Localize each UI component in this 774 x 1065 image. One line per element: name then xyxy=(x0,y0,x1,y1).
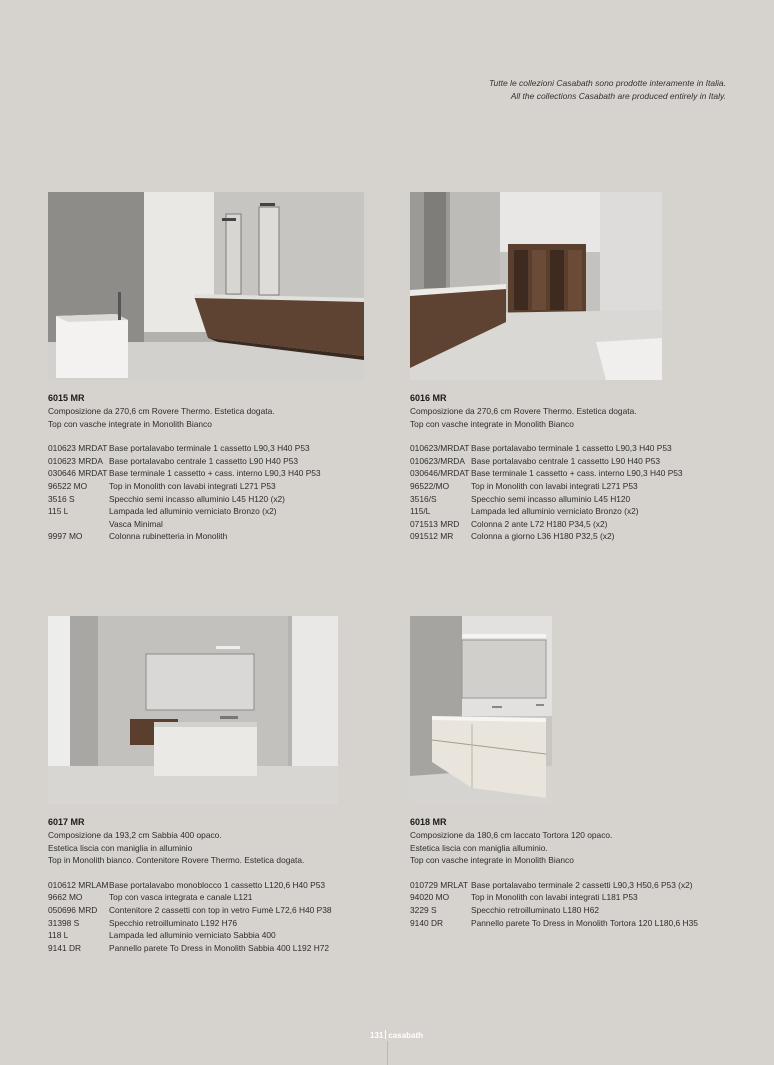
item-desc: Base portalavabo terminale 1 cassetto L90,3 H40 P53 xyxy=(109,443,310,454)
item-row xyxy=(48,480,321,493)
item-desc: Contenitore 2 cassetti con top in vetro Fumè L72,6 H40 P38 xyxy=(109,904,332,915)
item-row xyxy=(48,942,332,955)
photo-6015 xyxy=(48,192,364,380)
item-desc: Base portalavabo monoblocco 1 cassetto L120,6 H40 P53 xyxy=(109,879,326,890)
item-row xyxy=(410,891,698,904)
item-desc: Pannello parete To Dress in Monolith Tortora 120 L180,6 H35 xyxy=(471,917,698,928)
photo-6016 xyxy=(410,192,662,380)
item-row xyxy=(48,530,321,543)
product-desc-line: Composizione da 180,6 cm laccato Tortora 120 opaco. xyxy=(410,830,613,840)
item-desc: Top con vasca integrata e canale L121 xyxy=(109,892,253,903)
item-code: 030646 MRDAT xyxy=(48,468,108,479)
item-code: 071513 MRD xyxy=(410,518,460,529)
product-code: 6015 MR xyxy=(48,393,85,403)
product-desc-line: Estetica liscia con maniglia in alluminio xyxy=(48,842,193,853)
item-desc: Colonna a giorno L36 H180 P32,5 (x2) xyxy=(471,531,615,542)
item-row xyxy=(410,518,683,531)
item-code: 010623 MRDA xyxy=(48,455,103,466)
item-row xyxy=(410,480,683,493)
item-desc: Base portalavabo terminale 2 cassetti L90,3 H50,6 P53 (x2) xyxy=(471,879,693,890)
product-6016 xyxy=(410,392,683,543)
item-code: 3229 S xyxy=(410,904,437,915)
item-code: 010729 MRLAT xyxy=(410,879,469,890)
item-desc: Base portalavabo centrale 1 cassetto L90 H40 P53 xyxy=(471,455,661,466)
item-code: 96522/MO xyxy=(410,480,450,491)
item-code: 115/L xyxy=(410,506,431,517)
photo-6018 xyxy=(410,616,552,804)
item-desc: Specchio semi incasso alluminio L45 H120 xyxy=(471,493,631,504)
product-code: 6016 MR xyxy=(410,393,447,403)
item-desc: Pannello parete To Dress in Monolith Sabbia 400 L192 H72 xyxy=(109,942,330,953)
item-row xyxy=(48,505,321,518)
item-row xyxy=(410,505,683,518)
item-code: 010623 MRDAT xyxy=(48,443,108,454)
item-code: 3516/S xyxy=(410,493,437,504)
item-code: 030646/MRDAT xyxy=(410,468,470,479)
item-desc: Base portalavabo terminale 1 cassetto L90,3 H40 P53 xyxy=(471,443,672,454)
product-6015 xyxy=(48,392,321,543)
item-code: 010612 MRLAM xyxy=(48,879,109,890)
item-code: 9141 DR xyxy=(48,942,82,953)
item-code: 115 L xyxy=(48,506,69,517)
item-row xyxy=(410,917,698,930)
item-desc: Lampada led alluminio verniciato Bronzo (x2) xyxy=(471,506,639,517)
item-row xyxy=(48,442,321,455)
item-code: 010623/MRDAT xyxy=(410,443,470,454)
product-desc-line: Top con vasche integrate in Monolith Bianco xyxy=(410,418,574,429)
item-code: 9997 MO xyxy=(48,531,83,542)
product-desc-line: Composizione da 193,2 cm Sabbia 400 opaco. xyxy=(48,830,222,840)
item-row xyxy=(410,904,698,917)
item-desc: Specchio semi incasso alluminio L45 H120 (x2) xyxy=(109,493,285,504)
item-row xyxy=(48,891,332,904)
product-code: 6018 MR xyxy=(410,817,447,827)
footer-divider xyxy=(385,1030,386,1039)
item-row xyxy=(410,455,683,468)
item-code: 94020 MO xyxy=(410,892,450,903)
item-desc: Colonna 2 ante L72 H180 P34,5 (x2) xyxy=(471,518,608,529)
item-desc: Lampada led alluminio verniciato Bronzo (x2) xyxy=(109,506,277,517)
photo-6017 xyxy=(48,616,338,804)
item-desc: Base terminale 1 cassetto + cass. interno L90,3 H40 P53 xyxy=(109,468,321,479)
item-desc: Base terminale 1 cassetto + cass. interno L90,3 H40 P53 xyxy=(471,468,683,479)
item-row xyxy=(410,493,683,506)
product-desc-line: Composizione da 270,6 cm Rovere Thermo. Estetica dogata. xyxy=(48,406,275,416)
item-row xyxy=(410,530,683,543)
product-6018 xyxy=(410,816,698,929)
item-row xyxy=(48,518,321,531)
item-code: 118 L xyxy=(48,930,69,941)
item-row xyxy=(410,442,683,455)
item-code xyxy=(48,518,109,531)
item-code: 091512 MR xyxy=(410,531,454,542)
intro-italian: Tutte le collezioni Casabath sono prodotte interamente in Italia. xyxy=(488,78,726,88)
item-code: 9662 MO xyxy=(48,892,83,903)
item-row xyxy=(48,467,321,480)
item-row xyxy=(48,493,321,506)
item-row xyxy=(48,455,321,468)
item-desc: Top in Monolith con lavabi integrati L271 P53 xyxy=(471,480,638,491)
page-footer xyxy=(370,1030,423,1040)
item-row xyxy=(48,917,332,930)
product-desc-line: Top in Monolith bianco. Contenitore Rovere Thermo. Estetica dogata. xyxy=(48,855,305,866)
item-code: 31398 S xyxy=(48,917,80,928)
item-code: 96522 MO xyxy=(48,480,88,491)
item-code: 050696 MRD xyxy=(48,904,98,915)
item-code: 3516 S xyxy=(48,493,75,504)
item-desc: Specchio retroilluminato L180 H62 xyxy=(471,904,600,915)
item-desc: Colonna rubinetteria in Monolith xyxy=(109,531,228,542)
item-desc: Specchio retroilluminato L192 H76 xyxy=(109,917,238,928)
item-code: 010623/MRDA xyxy=(410,455,465,466)
product-code: 6017 MR xyxy=(48,817,85,827)
item-row xyxy=(48,879,332,892)
gutter-line xyxy=(387,1041,388,1065)
product-desc-line: Composizione da 270,6 cm Rovere Thermo. Estetica dogata. xyxy=(410,406,637,416)
intro-text xyxy=(489,77,726,103)
item-row xyxy=(410,467,683,480)
brand-name: casabath xyxy=(388,1031,424,1040)
item-desc: Top in Monolith con lavabi integrati L271 P53 xyxy=(109,480,276,491)
product-desc-line: Top con vasche integrate in Monolith Bianco xyxy=(48,418,212,429)
item-desc: Vasca Minimal xyxy=(109,518,163,529)
product-6017 xyxy=(48,816,332,954)
item-desc: Base portalavabo centrale 1 cassetto L90 H40 P53 xyxy=(109,455,299,466)
product-desc-line: Top con vasche integrate in Monolith Bianco xyxy=(410,855,574,866)
item-row xyxy=(410,879,698,892)
product-desc-line: Estetica liscia con maniglia alluminio. xyxy=(410,842,548,853)
item-desc: Top in Monolith con lavabi integrati L181 P53 xyxy=(471,892,638,903)
intro-english: All the collections Casabath are produced entirely in Italy. xyxy=(510,91,726,101)
page-number: 131 xyxy=(370,1031,384,1040)
item-row xyxy=(48,929,332,942)
item-row xyxy=(48,904,332,917)
item-code: 9140 DR xyxy=(410,917,444,928)
item-desc: Lampada led alluminio verniciato Sabbia 400 xyxy=(109,930,276,941)
